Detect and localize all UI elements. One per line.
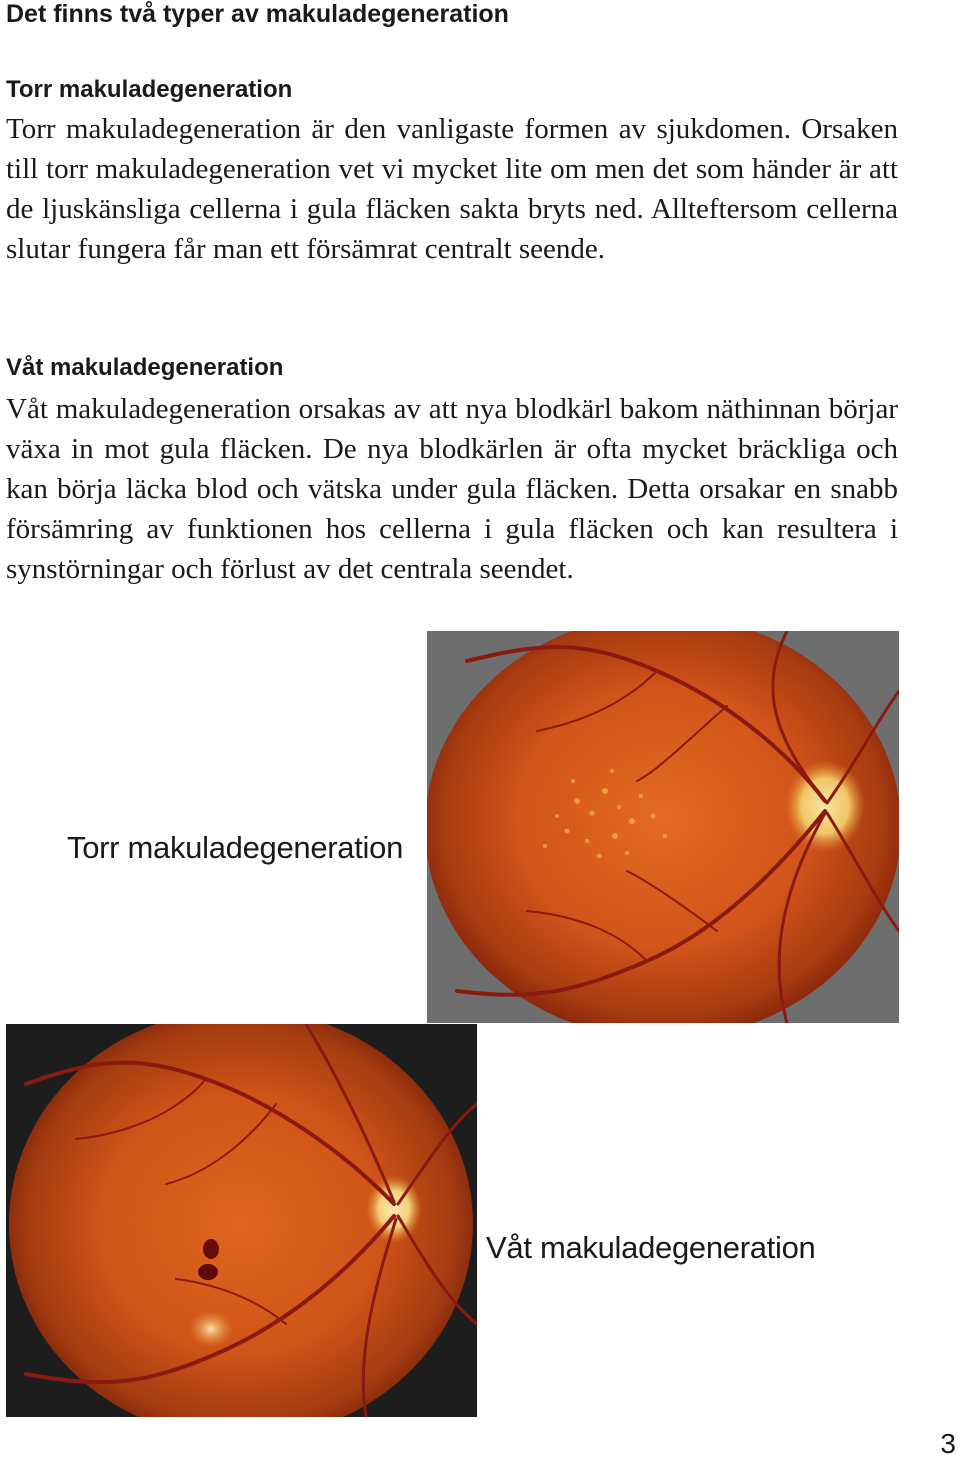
exudate-patch (189, 1311, 233, 1347)
figure-caption-wet-amd: Våt makuladegeneration (486, 1230, 816, 1265)
section-heading-dry-amd: Torr makuladegeneration (6, 76, 293, 103)
paragraph-wet-amd: Våt makuladegeneration orsakas av att nya blodkärl bakom näthinnan börjar växa in mot gula fläcken. De nya blodkärlen är ofta mycket bräckliga och kan börja läcka blod och vätska under gula fläcken. Detta orsakar en snabb försämring av funktionen hos cellerna i gula fläcken och kan resultera i synstörningar och förlust av det centrala seendet. (6, 393, 898, 585)
fundus-photo-dry-amd (427, 631, 899, 1023)
page-number: 3 (940, 1428, 956, 1459)
section-heading-wet-amd: Våt makuladegeneration (6, 354, 284, 381)
fundus-illustration-dry (427, 631, 899, 1023)
page-title: Det finns två typer av makuladegeneration (6, 0, 509, 28)
optic-disc-dry (785, 760, 865, 852)
figure-caption-dry-amd: Torr makuladegeneration (67, 830, 404, 865)
paragraph-dry-amd: Torr makuladegeneration är den vanligaste formen av sjukdomen. Orsaken till torr makuladegeneration vet vi mycket lite om men det som händer är att de ljuskänsliga cellerna i gula fläcken sakta bryts ned. Allteftersom cellerna slutar fungera får man ett försämrat centralt seende. (6, 113, 898, 265)
fundus-photo-wet-amd (6, 1024, 477, 1417)
fundus-illustration-wet (6, 1024, 477, 1417)
